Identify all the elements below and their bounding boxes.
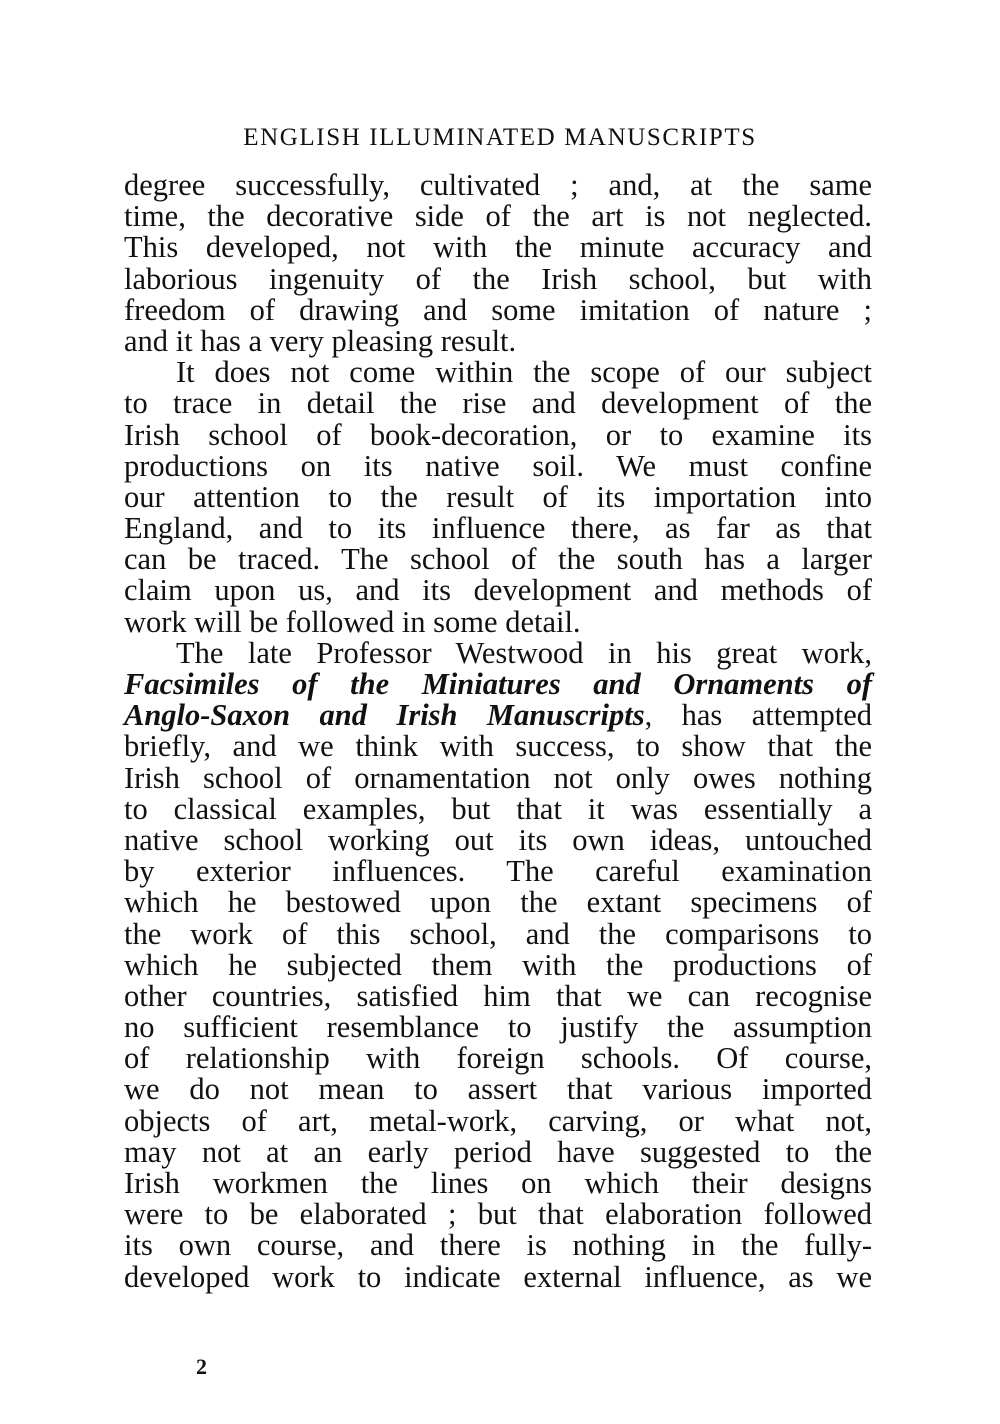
text-line: other countries, satisfied him that we can recognise [124, 978, 872, 1013]
text-line: of relationship with foreign schools. Of course, [124, 1041, 872, 1076]
text-line: laborious ingenuity of the Irish school, but with [124, 261, 872, 296]
text-line: and it has a very pleasing result. [124, 323, 517, 358]
text-line: work will be followed in some detail. [124, 604, 581, 639]
text-line: its own course, and there is nothing in the fully- [124, 1228, 872, 1263]
text-line: may not at an early period have suggested to the [124, 1134, 872, 1169]
text-line: were to be elaborated ; but that elaboration followed [124, 1197, 872, 1232]
text-line: Irish school of book-decoration, or to examine its [124, 417, 872, 452]
text-line: no sufficient resemblance to justify the assumption [124, 1010, 872, 1045]
text-line: we do not mean to assert that various imported [124, 1072, 872, 1107]
paragraph-start-line: It does not come within the scope of our subject [176, 355, 872, 390]
text-line: time, the decorative side of the art is not neglected. [124, 199, 872, 234]
text-line: freedom of drawing and some imitation of nature ; [124, 292, 872, 327]
text-line: England, and to its influence there, as far as that [124, 511, 872, 546]
running-head: ENGLISH ILLUMINATED MANUSCRIPTS [243, 124, 757, 151]
text-line: Irish workmen the lines on which their designs [124, 1166, 872, 1200]
text-line: to classical examples, but that it was essentially a [124, 791, 872, 826]
book-title-italic: Facsimiles of the Miniatures and Ornaments of [124, 667, 872, 701]
text-fragment: , has attempted [644, 698, 872, 733]
text-line: degree successfully, cultivated ; and, at the same [124, 168, 872, 202]
text-line: the work of this school, and the comparisons to [124, 916, 872, 951]
text-line: our attention to the result of its importation into [124, 479, 872, 514]
text-line [124, 700, 872, 731]
text-line: claim upon us, and its development and methods of [124, 573, 872, 608]
text-line: briefly, and we think with success, to show that the [124, 729, 872, 764]
text-line: objects of art, metal-work, carving, or what not, [124, 1103, 872, 1138]
text-line: native school working out its own ideas, untouched [124, 822, 872, 857]
text-line [124, 669, 872, 700]
text-line: Irish school of ornamentation not only owes nothing [124, 760, 872, 795]
text-line: which he bestowed upon the extant specimens of [124, 885, 872, 920]
text-line: This developed, not with the minute accuracy and [124, 230, 872, 265]
text-line: by exterior influences. The careful examination [124, 854, 872, 889]
text-line: productions on its native soil. We must confine [124, 448, 872, 483]
body-text [124, 170, 872, 1293]
text-line: to trace in detail the rise and development of the [124, 386, 872, 421]
text-line: can be traced. The school of the south has a larger [124, 542, 872, 577]
book-title-italic: Anglo-Saxon and Irish Manuscripts [124, 698, 645, 733]
paragraph-start-line: The late Professor Westwood in his great work, [176, 635, 872, 670]
text-line: developed work to indicate external influence, as we [124, 1259, 872, 1294]
text-line: which he subjected them with the productions of [124, 947, 872, 982]
page-number: 2 [196, 1354, 207, 1379]
